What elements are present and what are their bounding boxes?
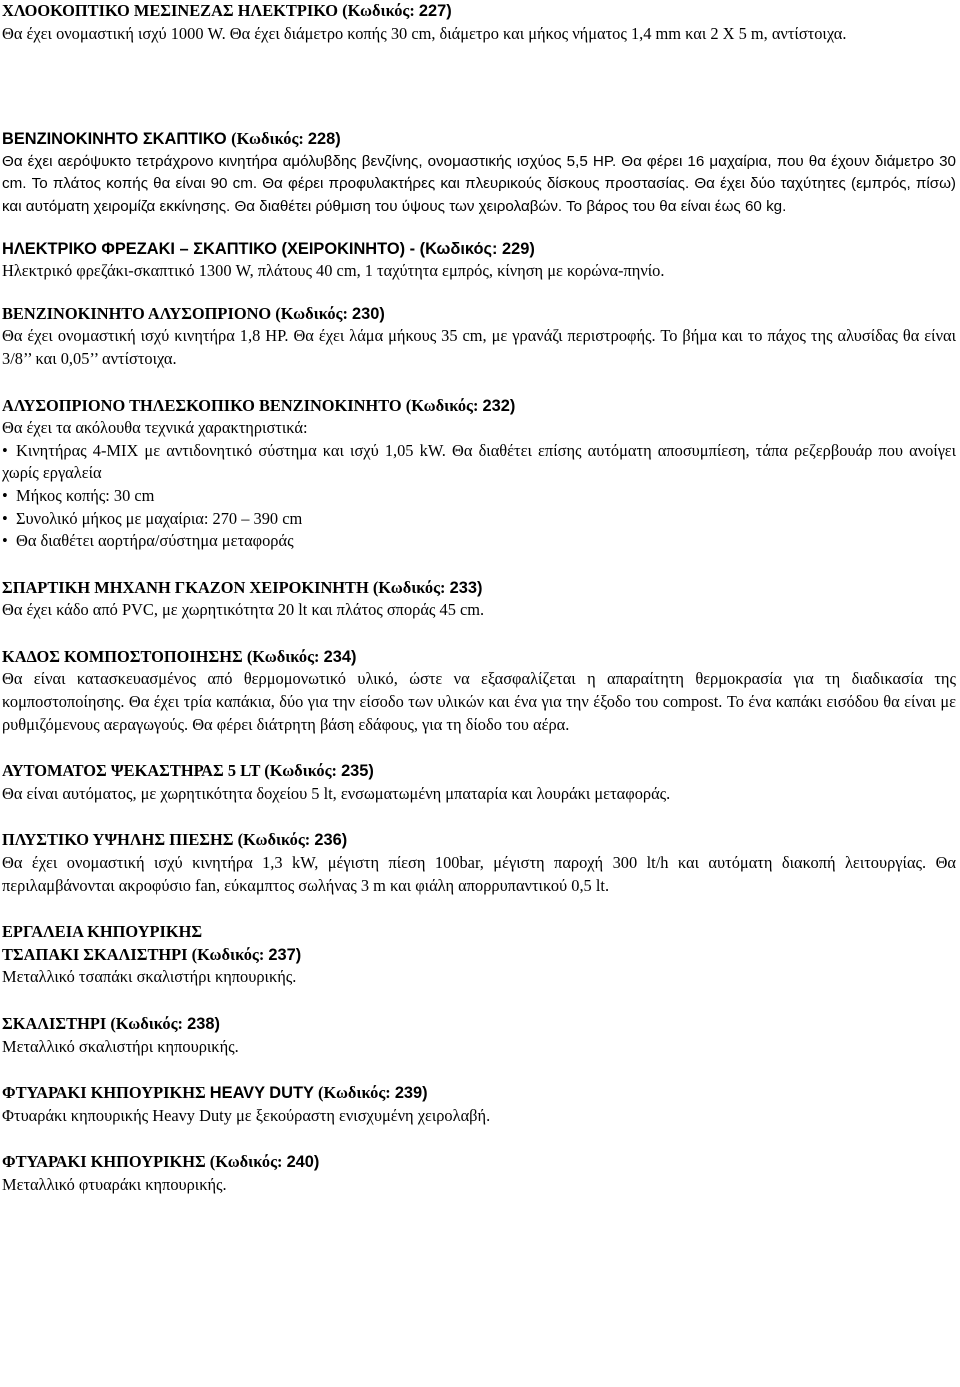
spacer: [2, 989, 956, 1013]
category-heading: ΕΡΓΑΛΕΙΑ ΚΗΠΟΥΡΙΚΗΣ: [2, 922, 203, 942]
item-heading: [2, 646, 956, 669]
item-code-number: 228): [307, 130, 341, 149]
item-heading: [2, 1082, 956, 1105]
item-code-number: 236): [314, 831, 348, 850]
spacer: [2, 219, 956, 238]
spacer: [2, 371, 956, 395]
item-title: ΣΚΑΛΙΣΤΗΡΙ: [2, 1014, 107, 1033]
item-description: Μεταλλικό τσαπάκι σκαλιστήρι κηπουρικής.: [2, 967, 297, 987]
bullet-item: [2, 530, 956, 553]
item-heading: [2, 944, 956, 967]
spacer: [2, 283, 956, 303]
item-code-label: (Κωδικός:: [209, 1152, 287, 1172]
bullet-glyph: •: [2, 485, 8, 505]
item-code-label: (Κωδικός:: [342, 1, 419, 20]
item-code-label: (Κωδικός:: [237, 830, 315, 850]
item-heading: [2, 577, 956, 600]
item-heading: ΗΛΕΚΤΡΙΚΟ ΦΡΕΖΑΚΙ – ΣΚΑΠΤΙΚΟ (ΧΕΙΡΟΚΙΝΗΤΟ) - (Κωδικός: 229): [2, 239, 535, 258]
spacer: [2, 736, 956, 760]
item-heading: [2, 1013, 956, 1036]
item-title: ΣΠΑΡΤΙΚΗ ΜΗΧΑΝΗ ΓΚΑΖΟΝ ΧΕΙΡΟΚΙΝΗΤΗ: [2, 577, 369, 597]
bullet-glyph: •: [2, 508, 8, 528]
item-description: Θα είναι αυτόματος, με χωρητικότητα δοχείου 5 lt, ενσωματωμένη μπαταρία και λουράκι μεταφοράς.: [2, 783, 671, 803]
item-description: Θα έχει ονομαστική ισχύ κινητήρα 1,8 HP. Θα έχει λάμα μήκους 35 cm, με γρανάζι περιστροφής. Το βήμα και το πάχος της αλυσίδας θα είναι 3/8’’ και 0,05’’ αντίστοιχα.: [2, 326, 956, 368]
item-intro: Θα έχει τα ακόλουθα τεχνικά χαρακτηριστικά:: [2, 418, 308, 438]
item-description: Θα έχει ονομαστική ισχύ κινητήρα 1,3 kW, μέγιστη πίεση 100bar, μέγιστη παροχή 300 lt/h και αυτόματη διακοπή λειτουργίας. Θα περιλαμβάνονται ακροφύσιο fan, εύκαμπτος σωλήνας 3 m και φιάλη απορρυπαντικού 0,5 lt.: [2, 853, 956, 895]
item-code-number: 239): [394, 1084, 428, 1103]
item-code-number: 234): [323, 647, 357, 666]
bullet-item: [2, 485, 956, 508]
item-236: [2, 829, 956, 897]
spacer: [2, 1127, 956, 1151]
spacer: [2, 45, 956, 128]
item-title: ΤΣΑΠΑΚΙ ΣΚΑΛΙΣΤΗΡΙ: [2, 944, 188, 964]
item-code-number: 237): [268, 945, 302, 964]
item-title: ΒΕΝΖΙΝΟΚΙΝΗΤΟ ΣΚΑΠΤΙΚΟ: [2, 130, 227, 149]
bullet-text: Μήκος κοπής: 30 cm: [16, 485, 155, 505]
item-code-label: (Κωδικός:: [110, 1014, 188, 1033]
bullet-item: [2, 508, 956, 531]
document-page: [2, 0, 956, 1197]
item-code-number: 238): [187, 1015, 220, 1033]
item-title: ΑΥΤΟΜΑΤΟΣ ΨΕΚΑΣΤΗΡΑΣ 5 LT: [2, 761, 261, 781]
item-description: Φτυαράκι κηπουρικής Heavy Duty με ξεκούραστη ενισχυμένη χειρολαβή.: [2, 1105, 491, 1125]
item-title: ΠΛΥΣΤΙΚΟ ΥΨΗΛΗΣ ΠΙΕΣΗΣ: [2, 830, 234, 850]
item-title: ΑΛΥΣΟΠΡΙΟΝΟ ΤΗΛΕΣΚΟΠΙΚΟ ΒΕΝΖΙΝΟΚΙΝΗΤΟ: [2, 395, 402, 415]
bullet-text: Συνολικό μήκος με μαχαίρια: 270 – 390 cm: [16, 508, 303, 528]
bullet-text: Θα διαθέτει αορτήρα/σύστημα μεταφοράς: [16, 531, 294, 551]
bullet-glyph: •: [2, 440, 8, 460]
item-description: Θα είναι κατασκευασμένος από θερμομονωτικό υλικό, ώστε να εξασφαλίζεται η απαραίτητη θερμοκρασία για τη διαδικασία της κομποστοποίησης. Θα έχει τρία καπάκια, δύο για την είσοδο των υλικών και ένα για την έξοδο του compost. Το ένα καπάκι εισόδου θα είναι με ρυθμιζόμενους αεραγωγούς. Θα φέρει διάτρητη βάση εδάφους, για τη δίοδο του αέρα.: [2, 669, 956, 734]
item-description: Μεταλλικό φτυαράκι κηπουρικής.: [2, 1174, 227, 1194]
item-heading: [2, 395, 956, 418]
item-235: [2, 760, 956, 805]
item-code-number: 240): [286, 1153, 320, 1172]
item-code-label: (Κωδικός:: [372, 577, 450, 597]
item-title: ΚΑΔΟΣ ΚΟΜΠΟΣΤΟΠΟΙΗΣΗΣ: [2, 646, 243, 666]
item-code-label: (Κωδικός:: [191, 944, 269, 964]
item-230: [2, 303, 956, 371]
item-description: Μεταλλικό σκαλιστήρι κηπουρικής.: [2, 1036, 239, 1056]
spacer: [2, 553, 956, 577]
item-239: [2, 1082, 956, 1127]
item-title: ΧΛΟΟΚΟΠΤΙΚΟ ΜΕΣΙΝΕΖΑΣ ΗΛΕΚΤΡΙΚΟ: [2, 1, 339, 20]
spacer: [2, 897, 956, 921]
item-heading: [2, 303, 956, 326]
item-237: [2, 921, 956, 989]
item-description: Θα έχει κάδο από PVC, με χωρητικότητα 20 lt και πλάτος σποράς 45 cm.: [2, 600, 485, 620]
item-code-label: (Κωδικός:: [231, 129, 308, 149]
item-233: [2, 577, 956, 622]
item-code-number: 227): [418, 2, 452, 20]
item-heading: [2, 829, 956, 852]
item-code-label: (Κωδικός:: [275, 303, 353, 323]
item-description: Θα έχει αερόψυκτο τετράχρονο κινητήρα αμόλυβδης βενζίνης, ονομαστικής ισχύος 5,5 HP. Θα φέρει 16 μαχαίρια, που θα έχουν διάμετρο 30 cm. Το πλάτος κοπής θα είναι 90 cm. Θα φέρει προφυλακτήρες και πλευρικούς δίσκους προστασίας. Θα έχει δύο ταχύτητες (εμπρός, πίσω) και αυτόματη χειρομίζα εκκίνησης. Θα διαθέτει ρύθμιση του ύψους των χειρολαβών. Το βάρος του θα είναι έως 60 kg.: [2, 152, 956, 215]
item-code-label: (Κωδικός:: [264, 761, 342, 781]
item-heading: [2, 0, 956, 23]
item-heading: [2, 760, 956, 783]
item-229: [2, 238, 956, 283]
item-code-number: 233): [449, 578, 483, 597]
item-title: ΒΕΝΖΙΝΟΚΙΝΗΤΟ ΑΛΥΣΟΠΡΙΟΝΟ: [2, 303, 272, 323]
item-heading: [2, 128, 956, 151]
item-code-label: (Κωδικός:: [405, 395, 483, 415]
item-227: [2, 0, 956, 45]
item-description: Θα έχει ονομαστική ισχύ 1000 W. Θα έχει διάμετρο κοπής 30 cm, διάμετρο και μήκος νήματος 1,4 mm και 2 Χ 5 m, αντίστοιχα.: [2, 23, 847, 43]
item-code-number: 232): [482, 396, 516, 415]
spacer: [2, 805, 956, 829]
item-heading: [2, 1151, 956, 1174]
item-description: Ηλεκτρικό φρεζάκι-σκαπτικό 1300 W, πλάτους 40 cm, 1 ταχύτητα εμπρός, κίνηση με κορώνα-πηνίο.: [2, 261, 665, 281]
item-232: [2, 395, 956, 553]
item-234: [2, 646, 956, 736]
item-228: [2, 128, 956, 218]
item-code-number: 235): [341, 762, 374, 781]
item-code-label: (Κωδικός:: [318, 1083, 395, 1103]
item-title: ΦΤΥΑΡΑΚΙ ΚΗΠΟΥΡΙΚΗΣ: [2, 1152, 206, 1172]
bullet-glyph: •: [2, 531, 8, 551]
bullet-text: Κινητήρας 4-MIX με αντιδονητικό σύστημα και ισχύ 1,05 kW. Θα διαθέτει επίσης αυτόματη αποσυμπίεση, τάπα ρεζερβουάρ που ανοίγει χωρίς εργαλεία: [2, 440, 956, 483]
item-title: ΦΤΥΑΡΑΚΙ ΚΗΠΟΥΡΙΚΗΣ: [2, 1083, 206, 1103]
bullet-item: [2, 440, 956, 485]
item-238: [2, 1013, 956, 1058]
spacer: [2, 622, 956, 646]
item-code-number: 230): [352, 304, 385, 323]
item-title-extra: HEAVY DUTY: [209, 1084, 314, 1103]
spacer: [2, 1058, 956, 1082]
item-code-label: (Κωδικός:: [246, 646, 324, 666]
item-240: [2, 1151, 956, 1196]
